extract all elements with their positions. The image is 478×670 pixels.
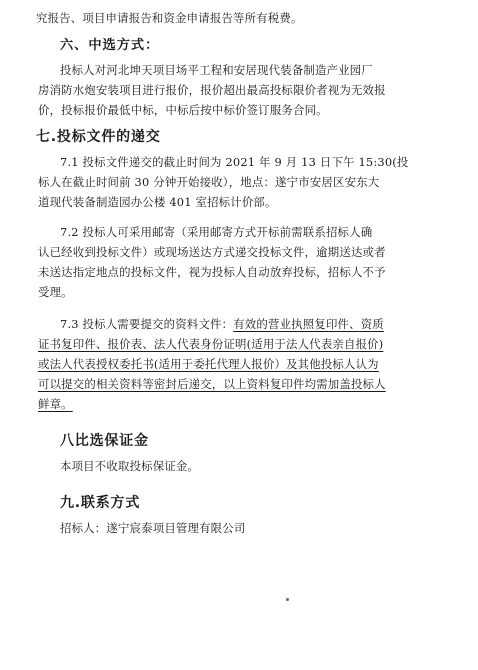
section-7-3-underlined: 有效的营业执照复印件、资质 [233, 317, 384, 331]
continuation-line: 究报告、项目申请报告和资金申请报告等所有税费。 [36, 11, 303, 25]
section-8-text: 本项目不收取投标保证金。 [60, 459, 200, 473]
section-6-title: 六、中选方式： [60, 38, 160, 53]
section-6-line: 投标人对河北坤天项目场平工程和安居现代装备制造产业园厂 [60, 63, 373, 77]
section-7-3-underlined: 证书复印件、报价表、法人代表身份证明(适用于法人代表亲自报价) [38, 337, 384, 351]
ink-dot [286, 598, 289, 601]
section-7-3-line [36, 394, 434, 414]
section-7-2-line: 未送达指定地点的投标文件，视为投标人自动放弃投标，招标人不予 [38, 265, 386, 279]
section-7-1-line: 标人在截止时间前 30 分钟开始接收），地点：遂宁市安居区安东大 [38, 175, 380, 189]
section-8-title: 八比选保证金 [60, 433, 149, 449]
section-7-3-line [36, 314, 434, 334]
section-7-3-line [36, 334, 434, 354]
section-9-title: 九.联系方式 [60, 495, 141, 511]
section-7-3-line [36, 374, 434, 394]
section-7-2-line: 7.2 投标人可采用邮寄（采用邮寄方式开标前需联系招标人确 [60, 225, 373, 239]
section-7-3-underlined: 鲜章。 [38, 397, 73, 411]
section-9-text: 招标人：遂宁宸泰项目管理有限公司 [60, 521, 246, 535]
section-7-1-line: 道现代装备制造园办公楼 401 室招标计价部。 [38, 195, 277, 209]
section-7-3-underlined: 或法人代表授权委托书(适用于委托代理人报价）及其他投标人认为 [38, 357, 379, 371]
section-7-2-line: 认已经收到投标文件）或现场送达方式递交投标文件，逾期送达或者 [38, 245, 386, 259]
section-7-3-prefix: 7.3 投标人需要提交的资料文件： [60, 317, 234, 331]
section-7-3-line [36, 354, 434, 374]
section-7-1-line: 7.1 投标文件递交的截止时间为 2021 年 9 月 13 日下午 15:30(投 [60, 155, 409, 169]
section-6-line: 价，投标报价最低中标，中标后按中标价签订服务合同。 [38, 103, 328, 117]
section-7-title: 七.投标文件的递交 [36, 129, 161, 145]
section-6-line: 房消防水炮安装项目进行报价，报价超出最高投标限价者视为无效报 [38, 83, 386, 97]
section-7-3-underlined: 可以提交的相关资料等密封后递交，以上资料复印件均需加盖投标人 [38, 377, 386, 391]
section-7-2-line: 受理。 [38, 285, 73, 299]
